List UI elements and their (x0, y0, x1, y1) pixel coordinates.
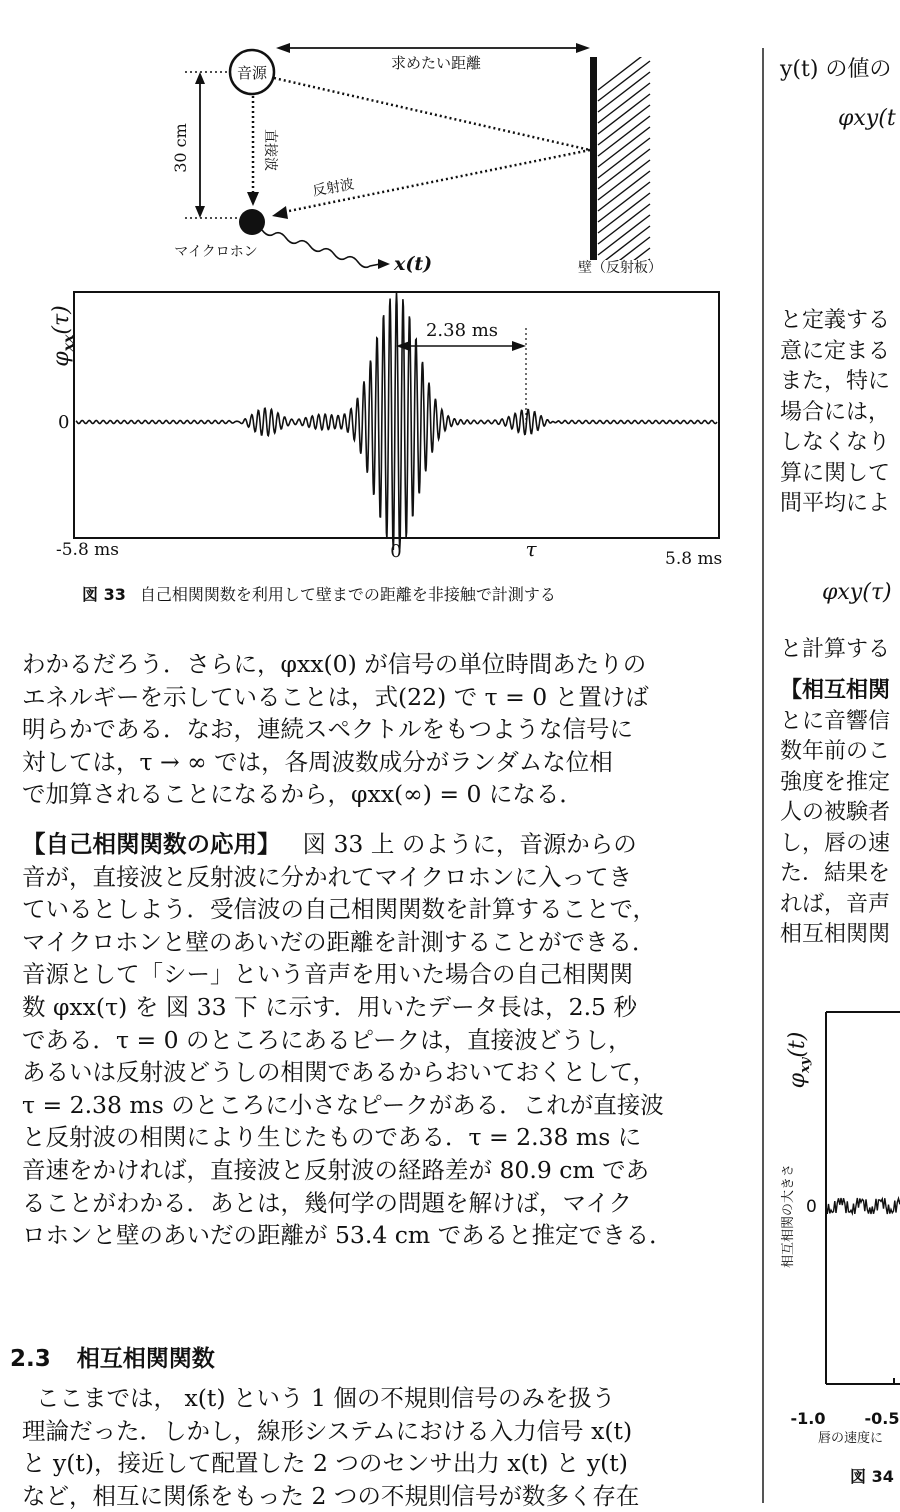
distance-label: 求めたい距離 (390, 54, 482, 72)
microphone-icon (239, 209, 265, 235)
text-line: エネルギーを示していることは，式(22) で τ = 0 と置けば (22, 682, 649, 711)
text-line: 場合には， (780, 399, 891, 425)
text-line: と定義する (780, 308, 891, 333)
text-line: 相互相関関 (780, 922, 891, 947)
text-line: と y(t)，接近して配置した 2 つのセンサ出力 x(t) と y(t) (22, 1449, 628, 1478)
signal-cable (262, 230, 380, 267)
text-line: しなくなり (780, 430, 891, 455)
cross-correlation-figure (764, 1000, 900, 1503)
text-line: た．結果を (780, 861, 891, 886)
text-line: し，唇の速 (780, 830, 891, 856)
hatch-line (598, 61, 650, 101)
text-line: 人の被験者 (780, 800, 891, 825)
text-line: とに音響信 (780, 708, 891, 734)
hatch-line (598, 50, 650, 90)
text-line: 強度を推定 (780, 769, 891, 795)
hatch-line (598, 204, 650, 244)
text-line: れば，音声 (780, 891, 891, 917)
section-heading (10, 1340, 215, 1373)
section-title: 相互相関関数 (76, 1346, 215, 1372)
text-line: 対しては，τ → ∞ では，各周波数成分がランダムな位相 (22, 747, 613, 776)
text-line: など，相互に関係をもった 2 つの不規則信号が数多く存在 (22, 1481, 640, 1510)
text-line: 間平均によ (780, 491, 891, 516)
text-line: また，特に (780, 369, 891, 394)
hatch-line (598, 94, 650, 134)
wall-icon (590, 57, 597, 260)
hatch-line (598, 138, 650, 178)
propagation-diagram (0, 30, 760, 280)
hatch-line (598, 160, 650, 200)
reflected-wave-label: 反射波 (311, 176, 356, 200)
wall-label: 壁（反射板） (578, 260, 662, 276)
right-paragraph-2 (780, 676, 890, 951)
wall-hatching (598, 50, 650, 280)
hatch-line (598, 215, 650, 255)
text-line: 音が，直接波と反射波に分かれてマイクロホンに入ってき (22, 862, 633, 891)
right-paragraph-1 (780, 306, 890, 520)
right-line-after: と計算する (780, 637, 891, 662)
paragraph-3 (22, 1382, 734, 1512)
hatch-line (598, 116, 650, 156)
cross-correlation-trace (826, 1198, 900, 1214)
hatch-line (598, 149, 650, 189)
source-label: 音源 (236, 64, 268, 82)
microphone-label: マイクロホン (174, 244, 258, 260)
caption-number: 図 33 (82, 585, 126, 604)
text-line: で加算されることになるから，φxx(∞) = 0 になる． (22, 780, 583, 809)
section-number: 2.3 (10, 1346, 51, 1372)
right-bracket-title: 【相互相関 (780, 678, 891, 703)
incident-path (274, 78, 590, 150)
hatch-line (598, 83, 650, 123)
text-line: τ = 2.38 ms のところに小さなピークがある．これが直接波 (22, 1090, 664, 1119)
figure-caption (82, 582, 556, 605)
right-line-top: y(t) の値の (780, 57, 892, 82)
text-line: ているとしよう．受信波の自己相関関数を計算することで， (22, 895, 657, 924)
hatch-line (598, 105, 650, 145)
height-label: 30 cm (171, 123, 190, 173)
plot-ylabel: $\varphi_{xx}(\tau)$ (49, 305, 77, 367)
cross-fig-side-label: 相互相関の大きさ (781, 1163, 796, 1269)
interval-label: 2.38 ms (425, 320, 499, 341)
text-line: ロホンと壁のあいだの距離が 53.4 cm であると推定できる． (22, 1221, 673, 1250)
x-tick-tau: τ (525, 537, 537, 561)
cross-fig-xlabel: 唇の速度に (818, 1431, 884, 1446)
x-tick-center: 0 (390, 541, 402, 562)
text-line: 音速をかければ，直接波と反射波の経路差が 80.9 cm であ (22, 1155, 650, 1184)
text-line: と反射波の相関により生じたものである．τ = 2.38 ms に (22, 1123, 642, 1152)
paragraph-2-first-line (22, 828, 734, 861)
right-formula-1: φxy(t (838, 106, 896, 131)
signal-label: x(t) (394, 253, 433, 275)
plot-zero-label: 0 (58, 412, 70, 433)
hatch-line (598, 127, 650, 167)
text-line: あるいは反射波どうしの相関であるからおいておくとして， (22, 1058, 657, 1087)
text-line: わかるだろう．さらに，φxx(0) が信号の単位時間あたりの (22, 650, 647, 678)
text-line: 明らかである．なお，連続スペクトルをもつような信号に (22, 715, 633, 744)
cross-fig-x1: -1.0 (790, 1409, 826, 1428)
hatch-line (598, 182, 650, 222)
cross-fig-ylabel: $\varphi_{xy}(t)$ (785, 1031, 813, 1089)
autocorrelation-plot (0, 280, 760, 580)
paragraph-2-title: 【自己相関関数の応用】 (22, 830, 281, 858)
hatch-line (598, 171, 650, 211)
caption-text: 自己相関関数を利用して壁までの距離を非接触で計測する (139, 585, 556, 604)
text-line: 音源として「シー」という音声を用いた場合の自己相関関 (22, 960, 633, 989)
hatch-line (598, 72, 650, 112)
text-line: 数年前のこ (780, 739, 891, 764)
text-line: 数 φxx(τ) を 図 33 下 に示す．用いたデータ長は，2.5 秒 (22, 992, 637, 1021)
paragraph-2-lead: 図 33 上 のように，音源からの (302, 830, 637, 858)
cross-fig-zero: 0 (806, 1197, 817, 1217)
cross-fig-x2: -0.5 (864, 1409, 900, 1428)
cross-fig-caption: 図 34 (850, 1467, 894, 1486)
text-line: 理論だった．しかし，線形システムにおける入力信号 x(t) (22, 1416, 633, 1445)
x-tick-right: 5.8 ms (665, 549, 723, 569)
text-line: マイクロホンと壁のあいだの距離を計測することができる． (22, 927, 656, 956)
x-tick-left: -5.8 ms (56, 540, 120, 560)
paragraph-2 (22, 828, 734, 1252)
direct-wave-label: 直接波 (262, 129, 278, 171)
text-line: である．τ = 0 のところにあるピークは，直接波どうし， (22, 1025, 632, 1054)
right-formula-2: φxy(τ) (822, 580, 892, 605)
autocorrelation-trace (76, 293, 717, 550)
text-line: 算に関して (780, 460, 891, 486)
text-line: 意に定まる (780, 338, 891, 364)
hatch-line (598, 193, 650, 233)
text-line: ここまでは， x(t) という 1 個の不規則信号のみを扱う (36, 1384, 616, 1412)
text-line: ることがわかる．あとは，幾何学の問題を解けば，マイク (22, 1188, 633, 1217)
paragraph-1 (22, 648, 734, 811)
